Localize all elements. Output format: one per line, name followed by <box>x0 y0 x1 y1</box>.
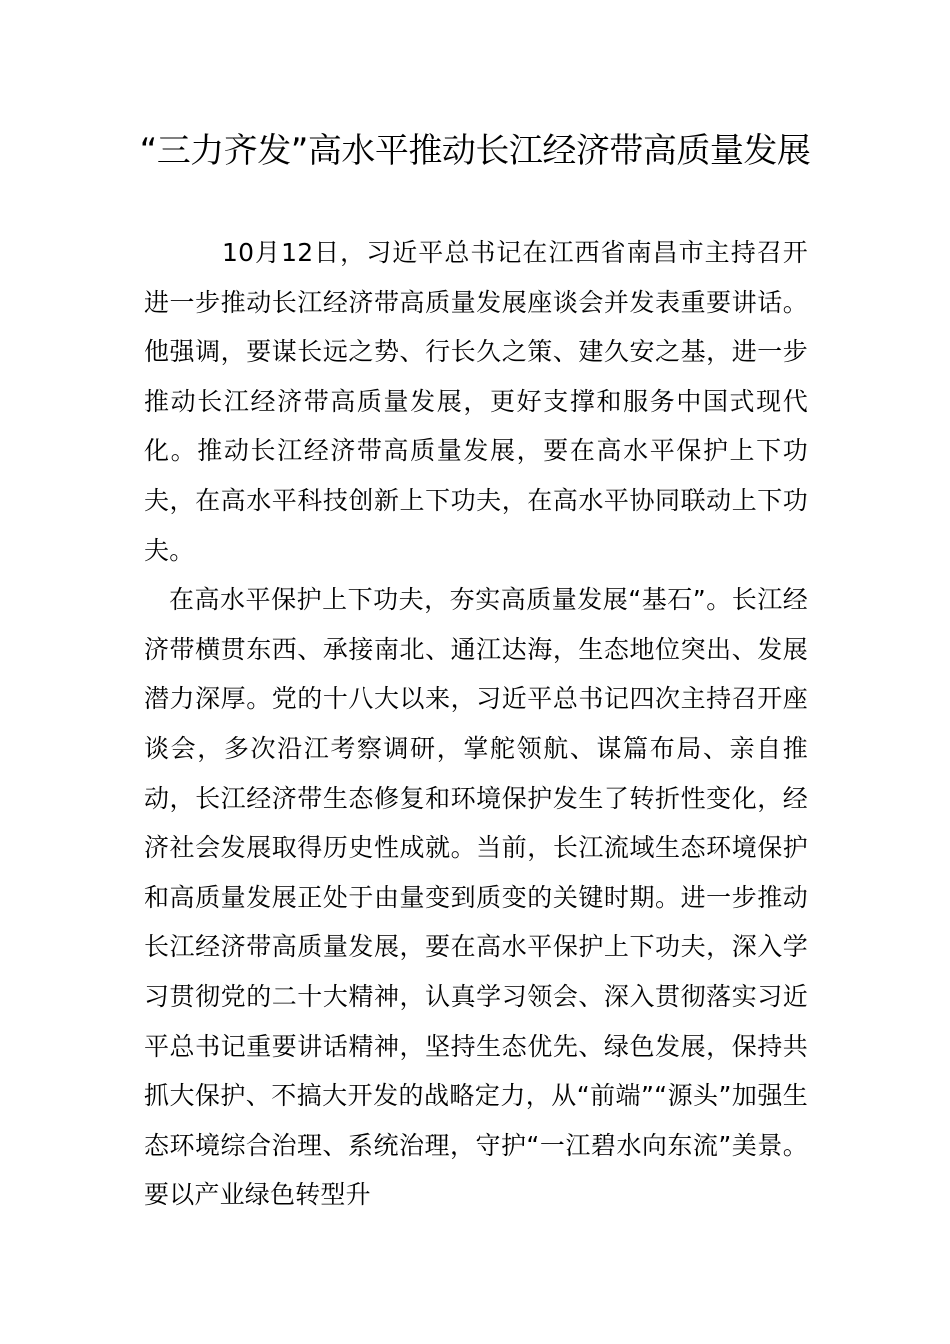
document-title: “三力齐发”高水平推动长江经济带高质量发展 <box>139 131 811 171</box>
document-body <box>144 228 808 1220</box>
paragraph-protection: 在高水平保护上下功夫，夯实高质量发展“基石”。长江经济带横贯东西、承接南北、通江达海，生态地位突出、发展潜力深厚。党的十八大以来，习近平总书记四次主持召开座谈会，多次沿江考察调研，掌舵领航、谋篇布局、亲自推动，长江经济带生态修复和环境保护发生了转折性变化，经济社会发展取得历史性成就。当前，长江流域生态环境保护和高质量发展正处于由量变到质变的关键时期。进一步推动长江经济带高质量发展，要在高水平保护上下功夫，深入学习贯彻党的二十大精神，认真学习领会、深入贯彻落实习近平总书记重要讲话精神，坚持生态优先、绿色发展，保持共抓大保护、不搞大开发的战略定力，从“前端”“源头”加强生态环境综合治理、系统治理，守护“一江碧水向东流”美景。要以产业绿色转型升 <box>144 585 808 1210</box>
paragraph-intro: 10月12日，习近平总书记在江西省南昌市主持召开进一步推动长江经济带高质量发展座谈会并发表重要讲话。他强调，要谋长远之势、行长久之策、建久安之基，进一步推动长江经济带高质量发展，更好支撑和服务中国式现代化。推动长江经济带高质量发展，要在高水平保护上下功夫，在高水平科技创新上下功夫，在高水平协同联动上下功夫。 <box>144 238 808 565</box>
